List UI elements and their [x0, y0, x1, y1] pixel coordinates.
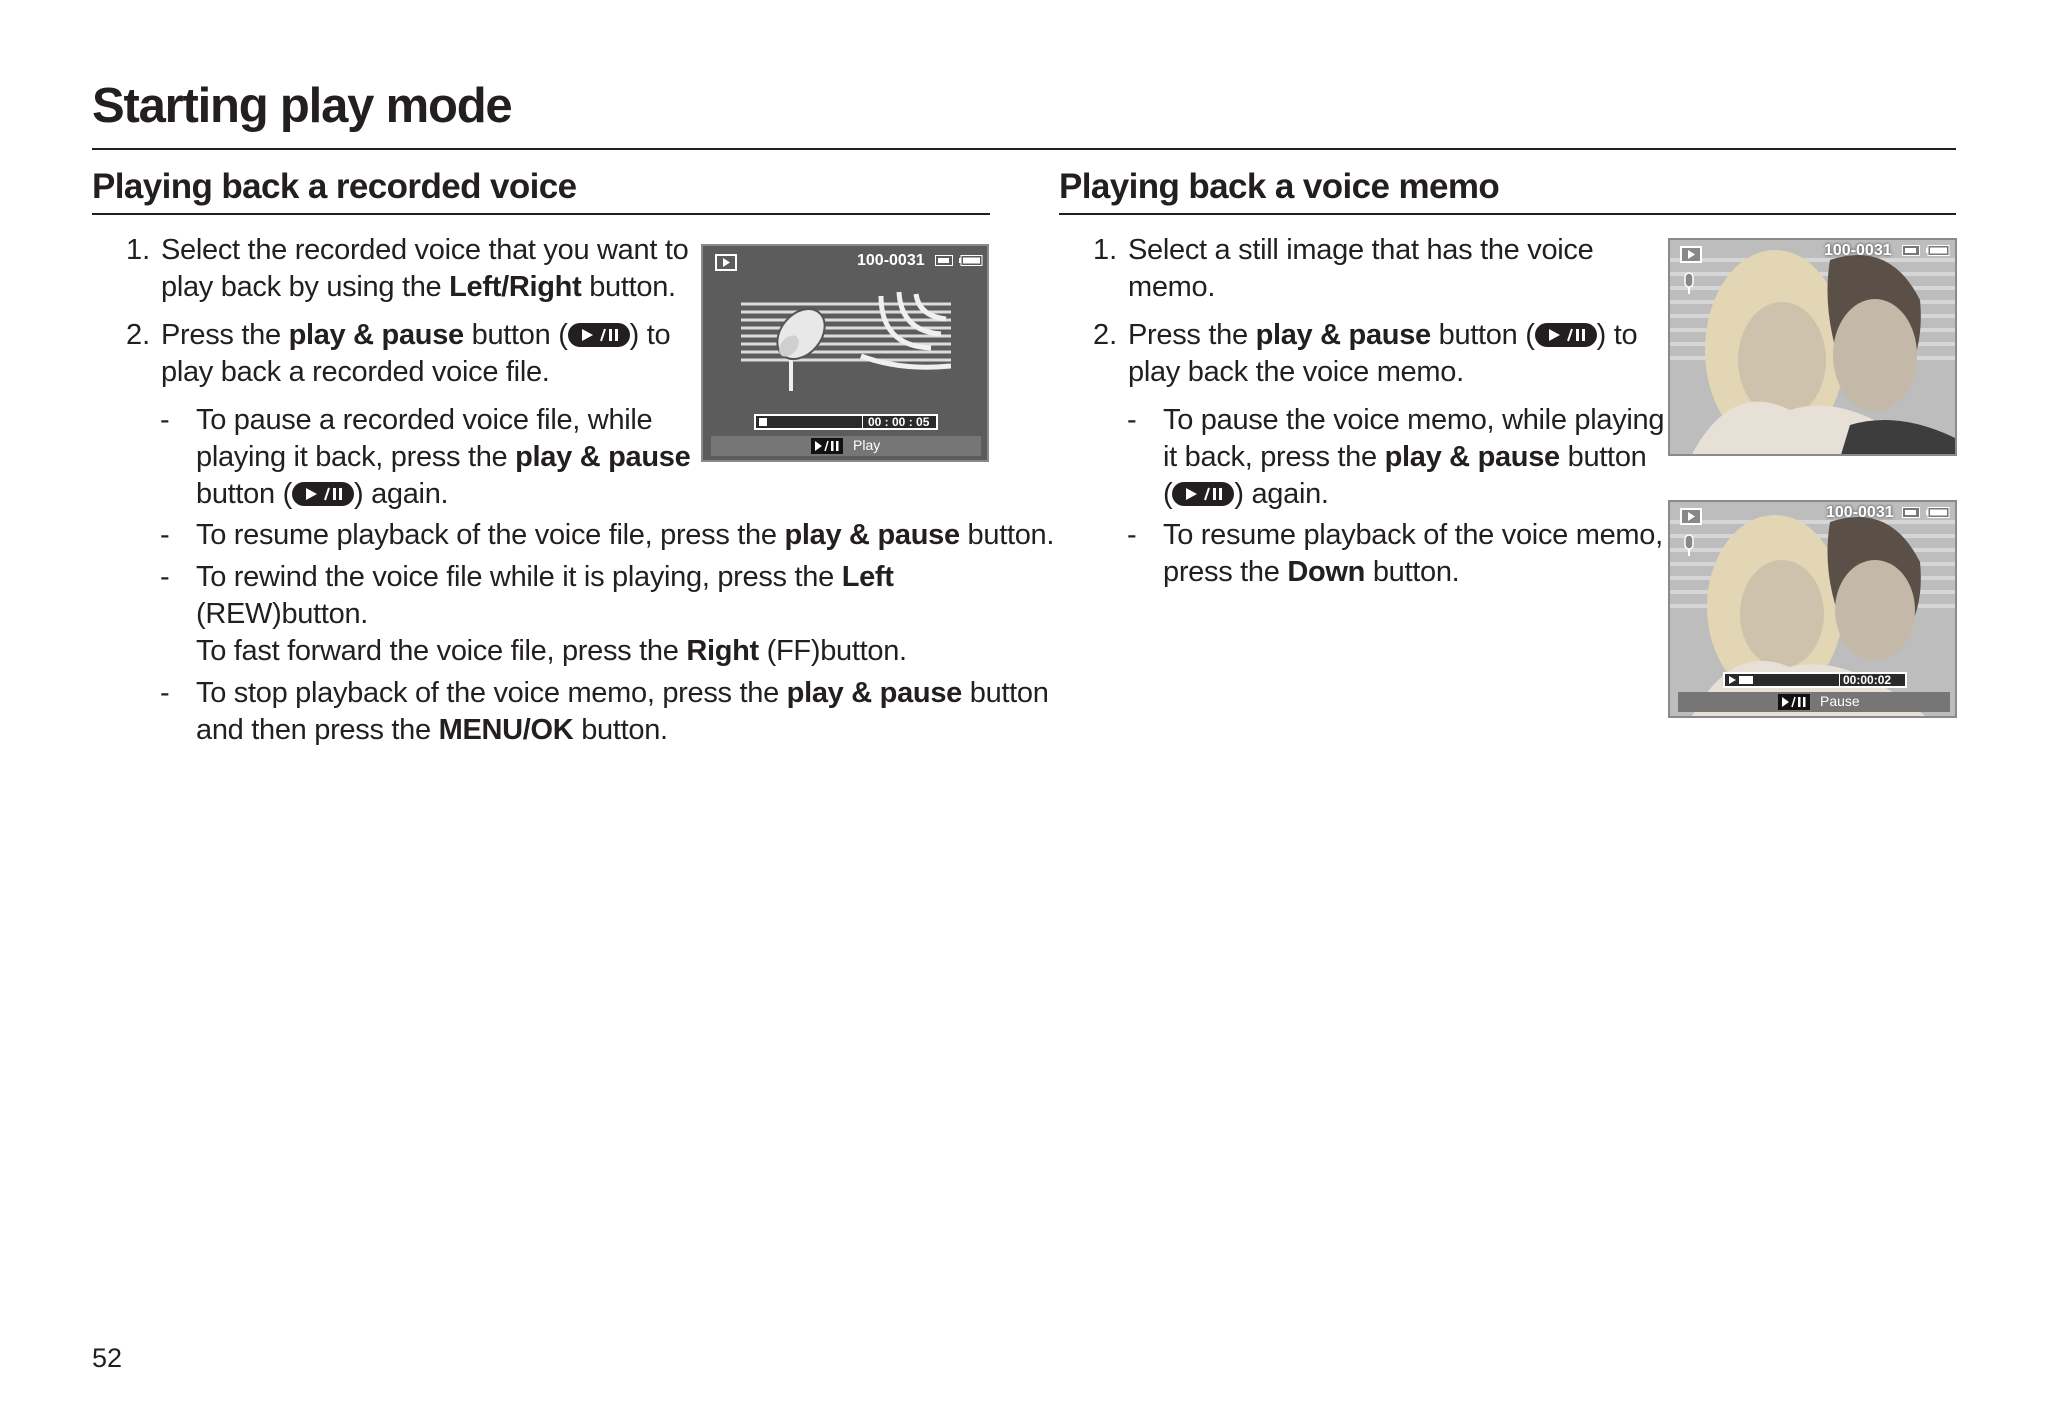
- play-mode-icon: [715, 254, 739, 272]
- bullet-2-line-1: To resume playback of the voice memo,: [1163, 519, 1663, 551]
- step-1-line-2: memo.: [1128, 271, 1216, 303]
- bullet-dash: -: [160, 561, 170, 593]
- battery-icon: [1926, 245, 1950, 256]
- file-number: 100-0031: [857, 252, 925, 269]
- progress-bar: [1723, 672, 1907, 688]
- step-2-line-1: Press the play & pause button ( ) to: [161, 319, 671, 351]
- bullet-1-line-2: it back, press the play & pause button: [1163, 441, 1647, 473]
- title-rule: [92, 148, 1956, 150]
- stop-icon: [759, 418, 767, 426]
- bullet-3-line-3: To fast forward the voice file, press the Right (FF)button.: [196, 635, 907, 667]
- play-pause-icon: [1535, 323, 1597, 347]
- bullet-1-line-3: ( ) again.: [1163, 478, 1329, 510]
- bullet-dash: -: [160, 404, 170, 436]
- step-2-line-1: Press the play & pause button ( ) to: [1128, 319, 1638, 351]
- step-number: 2.: [126, 319, 151, 351]
- bullet-4-line-2: and then press the MENU/OK button.: [196, 714, 668, 746]
- photo-couple: [1670, 240, 1957, 456]
- voice-memo-icon: [1682, 272, 1696, 296]
- bullet-3-line-2: (REW)button.: [196, 598, 369, 630]
- file-number: 100-0031: [1826, 504, 1894, 521]
- mode-label: Pause: [1820, 693, 1860, 709]
- step-number: 2.: [1093, 319, 1118, 351]
- camera-screen-photo-memo-paused: [1668, 500, 1957, 718]
- bullet-dash: -: [1127, 404, 1137, 436]
- mode-bar: [711, 436, 981, 456]
- step-1-line-1: Select a still image that has the voice: [1128, 234, 1594, 266]
- play-pause-icon: [811, 438, 843, 454]
- step-number: 1.: [1093, 234, 1118, 266]
- step-1-line-2: play back by using the Left/Right button.: [161, 271, 676, 303]
- bullet-2: To resume playback of the voice file, press the play & pause button.: [196, 519, 1055, 551]
- camera-screen-photo-memo: [1668, 238, 1957, 456]
- progress-bar: [754, 414, 938, 430]
- page-number: 52: [92, 1343, 123, 1373]
- microphone-sound-icon: [741, 286, 951, 396]
- step-number: 1.: [126, 234, 151, 266]
- play-icon: [1728, 675, 1738, 685]
- play-mode-icon: [1680, 246, 1704, 264]
- bullet-dash: -: [1127, 519, 1137, 551]
- mode-bar: [1678, 692, 1950, 712]
- bullet-dash: -: [160, 677, 170, 709]
- bullet-4-line-1: To stop playback of the voice memo, press the play & pause button: [196, 677, 1049, 709]
- bullet-1-line-2: playing it back, press the play & pause: [196, 441, 691, 473]
- section-rule-right: [1059, 213, 1956, 215]
- voice-memo-icon: [1682, 534, 1696, 558]
- bullet-3-line-1: To rewind the voice file while it is playing, press the Left: [196, 561, 894, 593]
- section-heading-recorded-voice: Playing back a recorded voice: [92, 167, 577, 206]
- step-2-line-2: play back the voice memo.: [1128, 356, 1464, 388]
- page-title: Starting play mode: [92, 79, 512, 133]
- battery-icon: [959, 255, 983, 266]
- bullet-2-line-2: press the Down button.: [1163, 556, 1460, 588]
- play-pause-icon: [568, 323, 630, 347]
- file-number: 100-0031: [1824, 242, 1892, 259]
- mode-label: Play: [853, 437, 881, 453]
- bullet-1-line-1: To pause the voice memo, while playing: [1163, 404, 1665, 436]
- step-2-line-2: play back a recorded voice file.: [161, 356, 550, 388]
- memory-icon: [1902, 507, 1920, 518]
- play-pause-icon: [292, 482, 354, 506]
- bullet-dash: -: [160, 519, 170, 551]
- bullet-1-line-1: To pause a recorded voice file, while: [196, 404, 653, 436]
- section-heading-voice-memo: Playing back a voice memo: [1059, 167, 1500, 206]
- playback-time: 00 : 00 : 05: [868, 415, 930, 429]
- battery-icon: [1926, 507, 1950, 518]
- memory-icon: [1902, 245, 1920, 256]
- play-pause-icon: [1172, 482, 1234, 506]
- bullet-1-line-3: button ( ) again.: [196, 478, 449, 510]
- camera-screen-voice-playback: [701, 244, 989, 462]
- step-1-line-1: Select the recorded voice that you want to: [161, 234, 689, 266]
- playback-time: 00:00:02: [1843, 673, 1892, 687]
- section-rule-left: [92, 213, 990, 215]
- play-mode-icon: [1680, 508, 1704, 526]
- play-pause-icon: [1778, 694, 1810, 710]
- memory-icon: [935, 255, 953, 266]
